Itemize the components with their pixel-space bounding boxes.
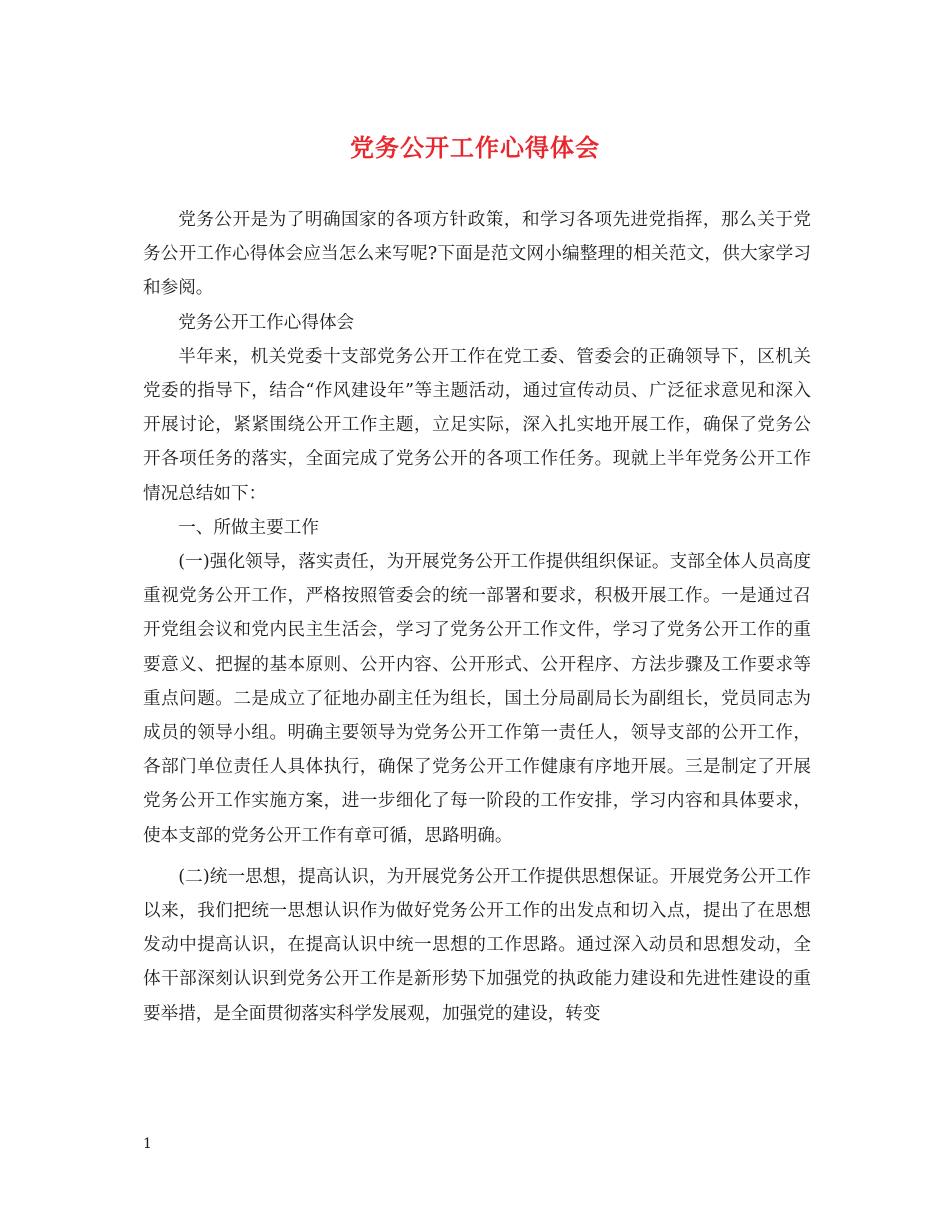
subtitle-line: 党务公开工作心得体会 [178, 312, 355, 333]
document-title: 党务公开工作心得体会 [350, 133, 600, 162]
paragraph-spacer [143, 853, 811, 860]
section-two-paragraph: (二)统一思想，提高认识，为开展党务公开工作提供思想保证。开展党务公开工作以来，我们把统一思想认识作为做好党务公开工作的出发点和切入点，提出了在思想发动中提高认识，在提高认识中统一思想的工作思路。通过深入动员和思想发动，全体干部深刻认识到党务公开工作是新形势下加强党的执政能力建设和先进性建设的重要举措，是全面贯彻落实科学发展观，加强党的建设，转变 [143, 866, 811, 1024]
summary-paragraph: 半年来，机关党委十支部党务公开工作在党工委、管委会的正确领导下，区机关党委的指导下，结合“作风建设年”等主题活动，通过宣传动员、广泛征求意见和深入开展讨论，紧紧围绕公开工作主题，立足实际，深入扎实地开展工作，确保了党务公开各项任务的落实，全面完成了党务公开的各项工作任务。现就上半年党务公开工作情况总结如下： [143, 346, 811, 504]
section-one-paragraph: (一)强化领导，落实责任，为开展党务公开工作提供组织保证。支部全体人员高度重视党务公开工作，严格按照管委会的统一部署和要求，积极开展工作。一是通过召开党组会议和党内民主生活会，学习了党务公开工作文件，学习了党务公开工作的重要意义、把握的基本原则、公开内容、公开形式、公开程序、方法步骤及工作要求等重点问题。二是成立了征地办副主任为组长，国土分局副局长为副组长，党员同志为成员的领导小组。明确主要领导为党务公开工作第一责任人，领导支部的公开工作，各部门单位责任人具体执行，确保了党务公开工作健康有序地开展。三是制定了开展党务公开工作实施方案，进一步细化了每一阶段的工作安排，学习内容和具体要求，使本支部的党务公开工作有章可循，思路明确。 [143, 552, 811, 846]
intro-paragraph: 党务公开是为了明确国家的各项方针政策，和学习各项先进党指挥，那么关于党务公开工作心得体会应当怎么来写呢?下面是范文网小编整理的相关范文，供大家学习和参阅。 [143, 210, 811, 299]
page-number: 1 [143, 1136, 152, 1152]
document-body [143, 203, 811, 1031]
section-heading: 一、所做主要工作 [178, 517, 319, 538]
